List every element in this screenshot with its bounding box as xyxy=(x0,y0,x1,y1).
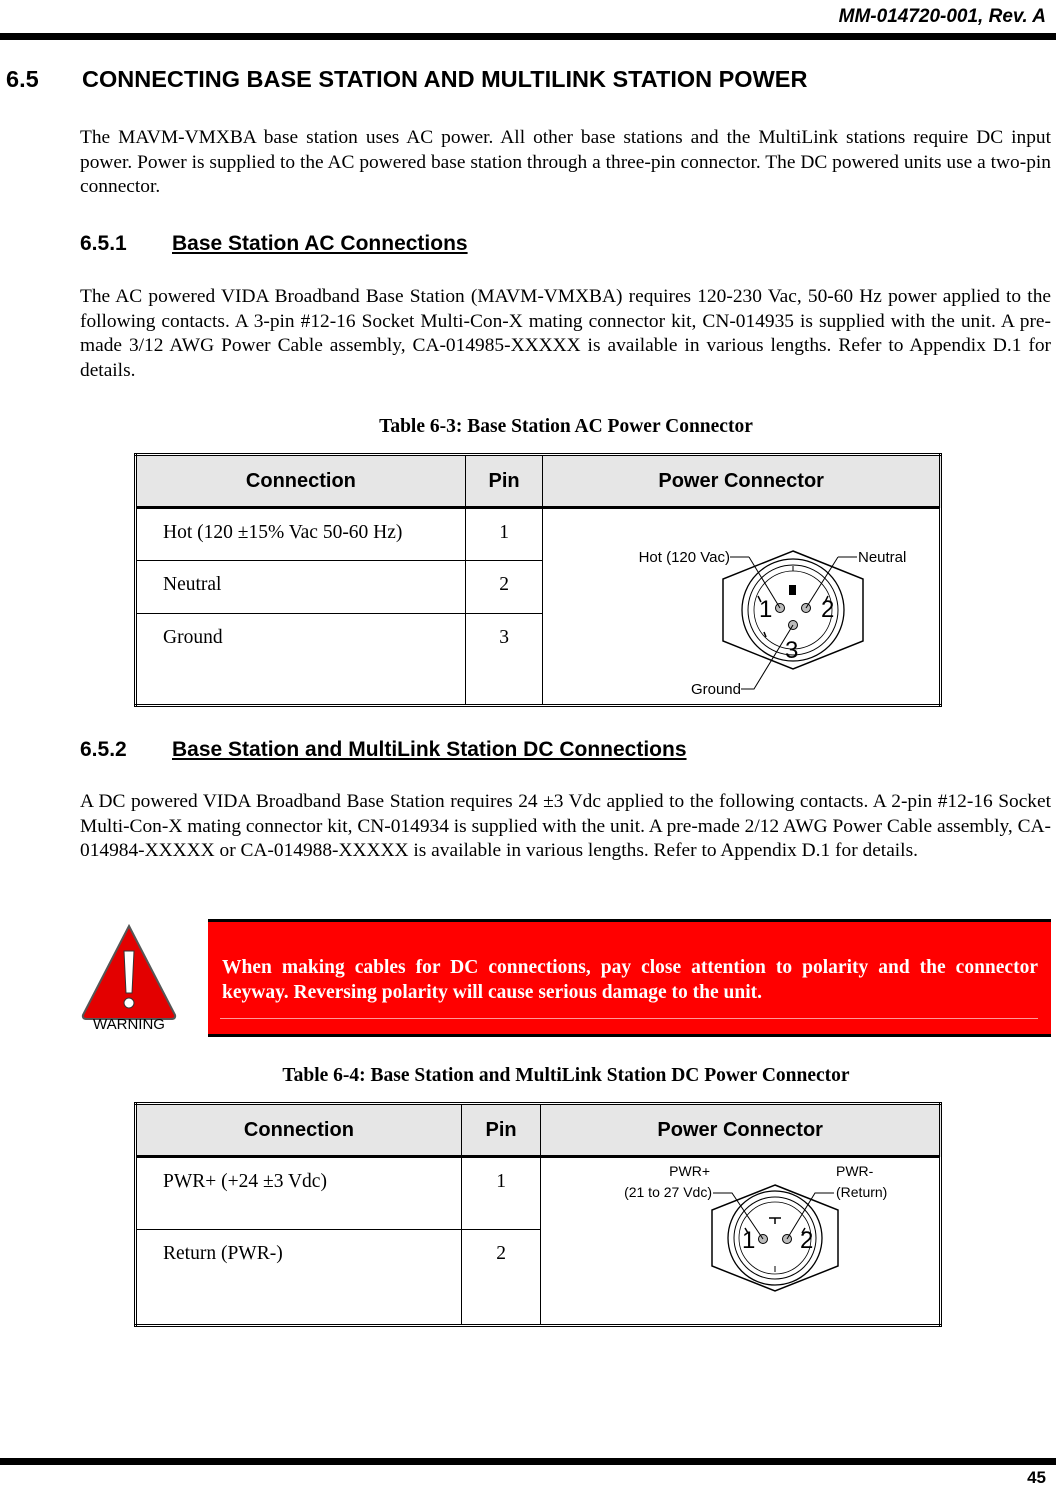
footer-rule xyxy=(0,1458,1056,1465)
warning-icon xyxy=(80,921,178,1033)
pwr-plus-label: PWR+ xyxy=(669,1163,711,1179)
table-ac-caption: Table 6-3: Base Station AC Power Connector xyxy=(379,416,753,437)
ac-power-connector-table xyxy=(134,453,942,707)
subsection-ac-paragraph: The AC powered VIDA Broadband Base Station (MAVM-VMXBA) requires 120-230 Vac, 50-60 Hz power applied to the following contacts. A 3-pin #12-16 Socket Multi-Con-X mating connector kit, CN-014935 is supplied with the unit. A pre-made 3/12 AWG Power Cable assembly, CA-014985-XXXXX is available in various lengths. Refer to Appendix D.1 for details. xyxy=(80,286,1051,381)
dc-power-connector-table xyxy=(134,1102,942,1327)
neutral-label: Neutral xyxy=(858,548,907,566)
connection-cell: Hot (120 ±15% Vac 50-60 Hz) xyxy=(136,508,466,561)
section-number: 6.5 xyxy=(6,66,39,92)
ac-connector-diagram xyxy=(561,514,921,694)
return-label: (Return) xyxy=(836,1184,888,1200)
column-header-pin: Pin xyxy=(461,1104,541,1157)
pin-cell: 3 xyxy=(465,614,543,706)
warning-text: When making cables for DC connections, pay close attention to polarity and the connector keyway. Reversing polarity will cause serious damage to the unit. xyxy=(222,957,1038,1003)
subsection-dc-heading xyxy=(80,738,687,762)
section-title: CONNECTING BASE STATION AND MULTILINK STATION POWER xyxy=(82,66,808,92)
subsection-dc-title: Base Station and MultiLink Station DC Connections xyxy=(172,738,687,761)
section-intro-paragraph: The MAVM-VMXBA base station uses AC power. All other base stations and the MultiLink stations require DC input power. Power is supplied to the AC powered base station through a three-pin connector. The DC powered units use a two-pin connector. xyxy=(80,127,1051,197)
ac-connector-diagram-cell xyxy=(543,508,941,706)
connector-hex-outline xyxy=(712,1185,838,1291)
column-header-power-connector: Power Connector xyxy=(543,455,941,508)
pwr-plus-range-label: (21 to 27 Vdc) xyxy=(624,1184,713,1200)
column-header-connection: Connection xyxy=(136,455,466,508)
table-header-row xyxy=(136,1104,941,1157)
hot-label: Hot (120 Vac) xyxy=(638,548,731,566)
section-heading xyxy=(6,66,807,93)
table-header-row xyxy=(136,455,941,508)
table-dc-caption: Table 6-4: Base Station and MultiLink Station DC Power Connector xyxy=(282,1065,850,1086)
table-row xyxy=(136,1157,941,1230)
header-rule xyxy=(0,33,1056,40)
subsection-ac-number: 6.5.1 xyxy=(80,232,127,255)
subsection-dc-paragraph: A DC powered VIDA Broadband Base Station requires 24 ±3 Vdc applied to the following contacts. A 2-pin #12-16 Socket Multi-Con-X mating connector kit, CN-014934 is supplied with the unit. A pre-made 2/12 AWG Power Cable assembly, CA-014984-XXXXX or CA-014988-XXXXX is available in various lengths. Refer to Appendix D.1 for details. xyxy=(80,791,1051,861)
dc-connector-diagram xyxy=(560,1158,920,1318)
column-header-connection: Connection xyxy=(136,1104,462,1157)
exclamation-bar xyxy=(124,951,134,993)
exclamation-dot xyxy=(124,998,134,1008)
subsection-ac-heading xyxy=(80,232,468,256)
pin-1-number: 1 xyxy=(742,1227,756,1254)
connection-cell: PWR+ (+24 ±3 Vdc) xyxy=(136,1157,462,1230)
pin-cell: 2 xyxy=(461,1230,541,1326)
column-header-power-connector: Power Connector xyxy=(541,1104,941,1157)
pin-cell: 1 xyxy=(465,508,543,561)
pin-3-number: 3 xyxy=(785,636,799,664)
pin-2-number: 2 xyxy=(821,595,835,623)
connection-cell: Ground xyxy=(136,614,466,706)
ground-label: Ground xyxy=(691,680,742,694)
pin-cell: 1 xyxy=(461,1157,541,1230)
pin-2-number: 2 xyxy=(800,1227,814,1254)
column-header-pin: Pin xyxy=(465,455,543,508)
table-row xyxy=(136,508,941,561)
document-id-header: MM-014720-001, Rev. A xyxy=(838,6,1046,27)
dc-connector-diagram-cell xyxy=(541,1157,941,1326)
pin-cell: 2 xyxy=(465,561,543,614)
subsection-dc-number: 6.5.2 xyxy=(80,738,127,761)
connection-cell: Neutral xyxy=(136,561,466,614)
connection-cell: Return (PWR-) xyxy=(136,1230,462,1326)
pwr-minus-label: PWR- xyxy=(836,1163,874,1179)
warning-callout xyxy=(208,919,1051,1037)
page-number: 45 xyxy=(1027,1468,1046,1487)
warning-divider xyxy=(220,1018,1038,1019)
warning-icon-label: WARNING xyxy=(93,1016,165,1033)
connector-keyway xyxy=(789,585,796,595)
pin-1-number: 1 xyxy=(759,595,773,623)
subsection-ac-title: Base Station AC Connections xyxy=(172,232,468,255)
